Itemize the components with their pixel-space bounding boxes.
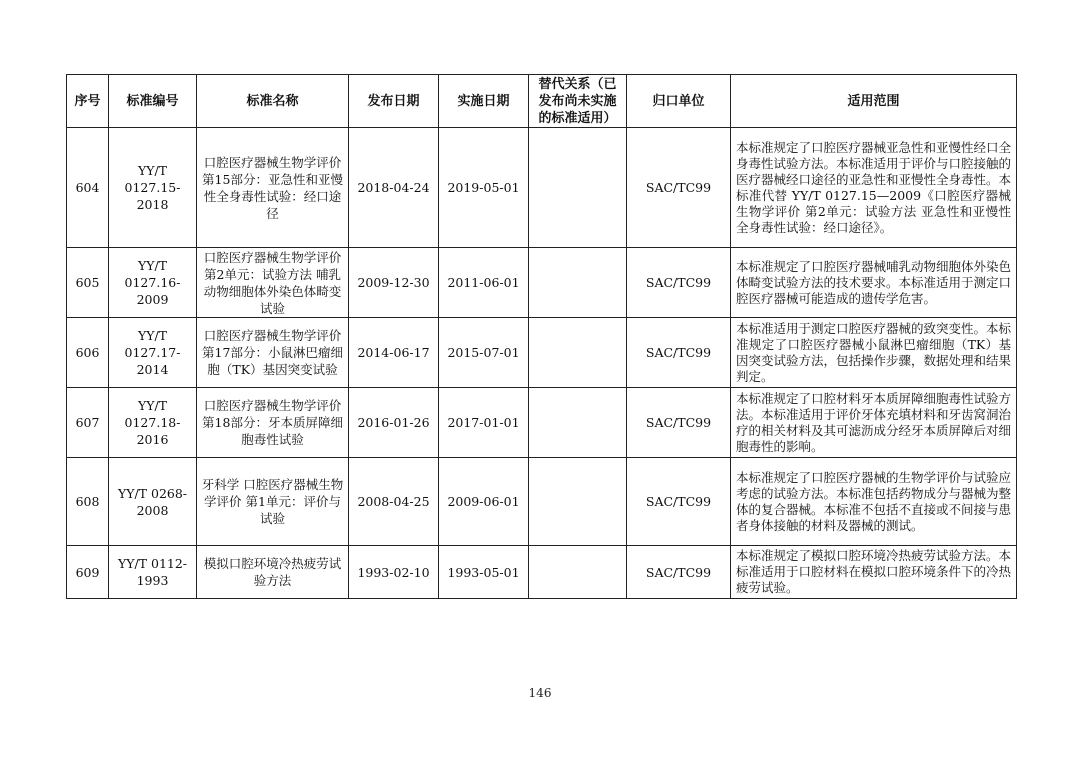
cell-index: 604 (67, 128, 109, 248)
cell-scope: 本标准规定了口腔医疗器械亚急性和亚慢性经口全身毒性试验方法。本标准适用于评价与口腔接触的医疗器械经口途径的亚急性和亚慢性全身毒性。本标准代替 YY/T 0127.15—2009《口腔医疗器械生物学评价 第2单元：试验方法 亚急性和亚慢性全身毒性试验：经口途径》。 (731, 128, 1017, 248)
table-header (67, 75, 1017, 128)
cell-implement-date: 1993-05-01 (439, 546, 529, 599)
cell-code: YY/T 0127.15-2018 (109, 128, 197, 248)
cell-implement-date: 2009-06-01 (439, 458, 529, 546)
cell-implement-date: 2015-07-01 (439, 318, 529, 388)
cell-publish-date: 1993-02-10 (349, 546, 439, 599)
cell-publish-date: 2018-04-24 (349, 128, 439, 248)
table-row (67, 388, 1017, 458)
cell-name: 口腔医疗器械生物学评价 第17部分：小鼠淋巴瘤细胞（TK）基因突变试验 (197, 318, 349, 388)
table-body (67, 128, 1017, 599)
cell-code: YY/T 0268-2008 (109, 458, 197, 546)
cell-index: 605 (67, 248, 109, 318)
cell-code: YY/T 0112-1993 (109, 546, 197, 599)
cell-name: 口腔医疗器械生物学评价 第15部分：亚急性和亚慢性全身毒性试验：经口途径 (197, 128, 349, 248)
header-code: 标准编号 (109, 75, 197, 128)
header-scope: 适用范围 (731, 75, 1017, 128)
cell-unit: SAC/TC99 (627, 458, 731, 546)
cell-unit: SAC/TC99 (627, 546, 731, 599)
cell-name: 口腔医疗器械生物学评价 第2单元：试验方法 哺乳动物细胞体外染色体畸变试验 (197, 248, 349, 318)
cell-implement-date: 2011-06-01 (439, 248, 529, 318)
cell-replacement (529, 248, 627, 318)
cell-replacement (529, 128, 627, 248)
cell-code: YY/T 0127.18-2016 (109, 388, 197, 458)
cell-publish-date: 2014-06-17 (349, 318, 439, 388)
cell-scope: 本标准规定了口腔材料牙本质屏障细胞毒性试验方法。本标准适用于评价牙体充填材料和牙齿窝洞治疗的相关材料及其可滤沥成分经牙本质屏障后对细胞毒性的影响。 (731, 388, 1017, 458)
cell-index: 608 (67, 458, 109, 546)
cell-index: 607 (67, 388, 109, 458)
cell-replacement (529, 318, 627, 388)
header-row (67, 75, 1017, 128)
header-implement-date: 实施日期 (439, 75, 529, 128)
cell-implement-date: 2019-05-01 (439, 128, 529, 248)
cell-scope: 本标准规定了口腔医疗器械哺乳动物细胞体外染色体畸变试验方法的技术要求。本标准适用于测定口腔医疗器械可能造成的遗传学危害。 (731, 248, 1017, 318)
cell-publish-date: 2008-04-25 (349, 458, 439, 546)
table-row (67, 318, 1017, 388)
page-number: 146 (528, 686, 552, 700)
cell-name: 模拟口腔环境冷热疲劳试验方法 (197, 546, 349, 599)
cell-implement-date: 2017-01-01 (439, 388, 529, 458)
cell-code: YY/T 0127.17-2014 (109, 318, 197, 388)
cell-name: 牙科学 口腔医疗器械生物学评价 第1单元：评价与试验 (197, 458, 349, 546)
table-row (67, 546, 1017, 599)
table-row (67, 458, 1017, 546)
standards-table (66, 74, 1017, 599)
cell-unit: SAC/TC99 (627, 128, 731, 248)
header-index: 序号 (67, 75, 109, 128)
cell-index: 609 (67, 546, 109, 599)
cell-scope: 本标准规定了口腔医疗器械的生物学评价与试验应考虑的试验方法。本标准包括药物成分与器械为整体的复合器械。本标准不包括不直接或不间接与患者身体接触的材料及器械的测试。 (731, 458, 1017, 546)
table-row (67, 248, 1017, 318)
cell-index: 606 (67, 318, 109, 388)
table-row (67, 128, 1017, 248)
cell-scope: 本标准规定了模拟口腔环境冷热疲劳试验方法。本标准适用于口腔材料在模拟口腔环境条件下的冷热疲劳试验。 (731, 546, 1017, 599)
header-publish-date: 发布日期 (349, 75, 439, 128)
cell-publish-date: 2016-01-26 (349, 388, 439, 458)
cell-replacement (529, 458, 627, 546)
cell-unit: SAC/TC99 (627, 248, 731, 318)
header-unit: 归口单位 (627, 75, 731, 128)
header-replacement: 替代关系（已发布尚未实施的标准适用） (529, 75, 627, 128)
cell-unit: SAC/TC99 (627, 388, 731, 458)
cell-code: YY/T 0127.16-2009 (109, 248, 197, 318)
cell-name: 口腔医疗器械生物学评价 第18部分：牙本质屏障细胞毒性试验 (197, 388, 349, 458)
cell-scope: 本标准适用于测定口腔医疗器械的致突变性。本标准规定了口腔医疗器械小鼠淋巴瘤细胞（TK）基因突变试验方法，包括操作步骤，数据处理和结果判定。 (731, 318, 1017, 388)
cell-replacement (529, 388, 627, 458)
cell-unit: SAC/TC99 (627, 318, 731, 388)
cell-publish-date: 2009-12-30 (349, 248, 439, 318)
cell-replacement (529, 546, 627, 599)
header-name: 标准名称 (197, 75, 349, 128)
